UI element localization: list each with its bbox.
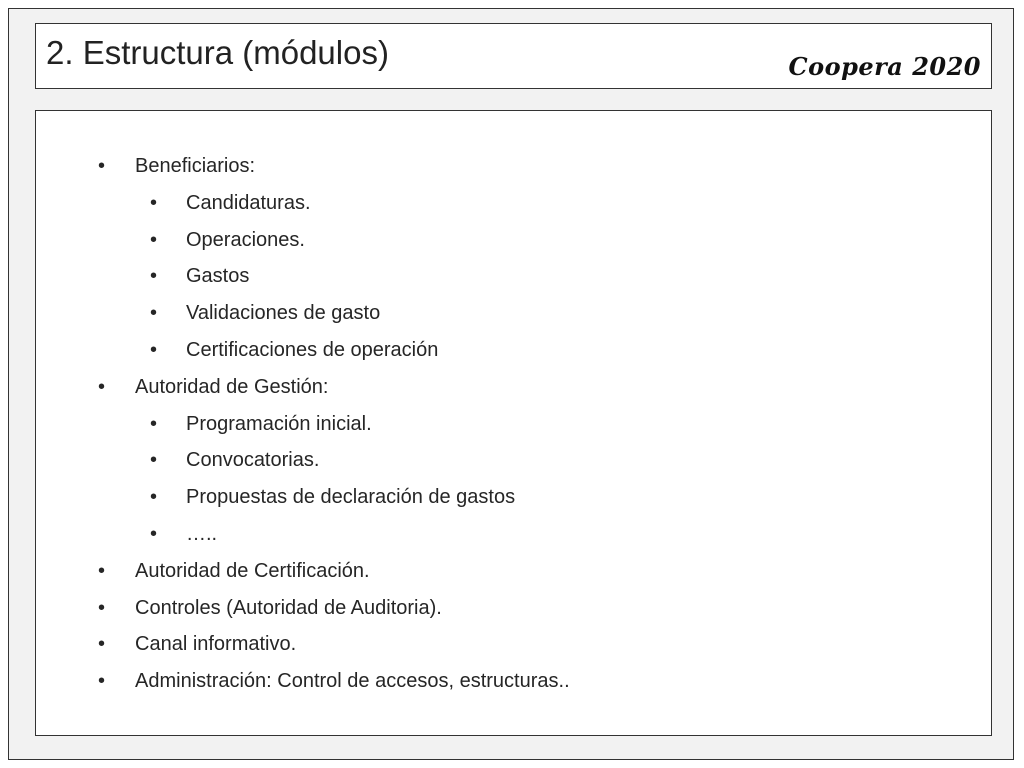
bullet-icon: •: [98, 670, 106, 693]
list-item-text: Canal informativo.: [135, 633, 297, 656]
bullet-icon: •: [150, 228, 158, 251]
bullet-icon: •: [150, 302, 158, 325]
bullet-icon: •: [150, 191, 158, 214]
list-item-text: Beneficiarios:: [135, 155, 256, 177]
bullet-icon: •: [98, 375, 106, 398]
list-item-text: Autoridad de Gestión:: [135, 375, 329, 398]
bullet-icon: •: [150, 486, 158, 509]
bullet-icon: •: [150, 265, 158, 288]
list-item-text: Operaciones.: [186, 228, 305, 251]
list-item-text: Controles (Autoridad de Auditoria).: [135, 596, 442, 619]
list-item-text: Convocatorias.: [186, 449, 320, 472]
bullet-icon: •: [150, 338, 158, 361]
slide: [8, 8, 1014, 760]
list-item-text: …..: [186, 522, 218, 545]
bullet-icon: •: [98, 633, 106, 656]
content-box: [35, 110, 992, 736]
title-box: [35, 23, 992, 89]
list-item-text: Gastos: [186, 265, 250, 288]
list-item-text: Autoridad de Certificación.: [135, 559, 370, 582]
list-item-text: Propuestas de declaración de gastos: [186, 486, 516, 509]
list-item-text: Validaciones de gasto: [186, 302, 381, 325]
bullet-icon: •: [98, 596, 106, 619]
bullet-icon: •: [150, 412, 158, 435]
bullet-icon: •: [150, 522, 158, 545]
list-item-text: Candidaturas.: [186, 191, 311, 214]
bullet-icon: •: [98, 559, 106, 582]
list-item-text: Programación inicial.: [186, 412, 372, 435]
bullet-icon: •: [150, 449, 158, 472]
bullet-icon: •: [98, 155, 106, 177]
list-item-text: Administración: Control de accesos, estructuras..: [135, 670, 570, 693]
slide-title: 2. Estructura (módulos): [46, 34, 389, 71]
brand-logo-text: Coopera 2020: [788, 52, 981, 81]
list-item-text: Certificaciones de operación: [186, 338, 439, 361]
